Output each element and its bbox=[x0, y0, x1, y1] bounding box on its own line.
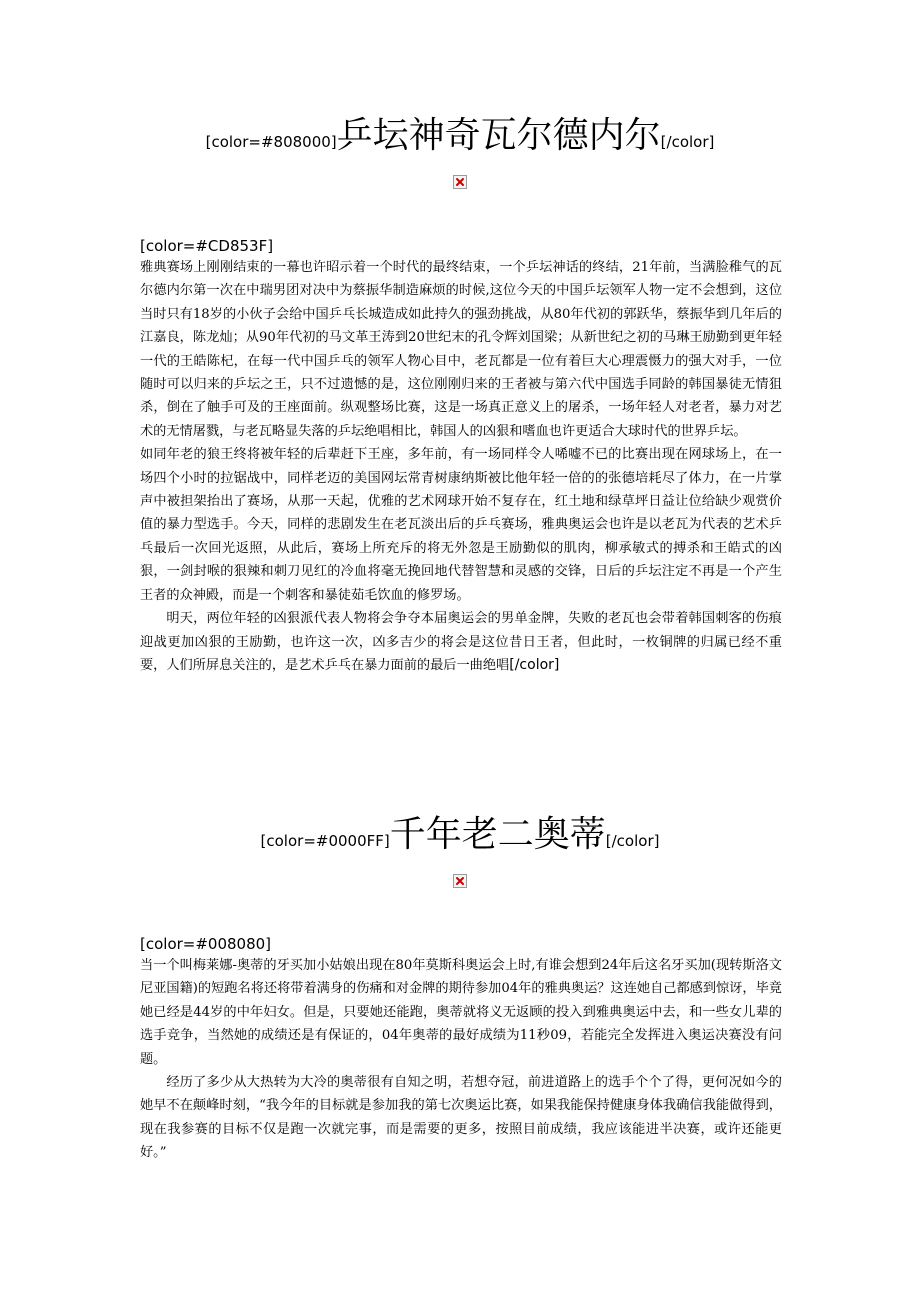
article2-paragraph-2: 经历了多少从大热转为大冷的奥蒂很有自知之明，若想夺冠，前进道路上的选手个个了得，更何况如今的她早不在颠峰时刻，“我今年的目标就是参加我的第七次奥运比赛，如果我能保持健康身体我确信我能做得到，现在我参赛的目标不仅是跑一次就完事，而是需要的更多，按照目前成绩，我应该能进半决赛，或许还能更好。” bbox=[140, 1075, 782, 1161]
article2-body bbox=[140, 934, 782, 1165]
article1-heading bbox=[0, 116, 920, 156]
article1-open-tag: [color=#808000] bbox=[205, 133, 337, 151]
article1-paragraph-3-text: 明天，两位年轻的凶狠派代表人物将会争夺本届奥运会的男单金牌，失败的老瓦也会带着韩国刺客的伤痕迎战更加凶狠的王励勤，也许这一次，凶多吉少的将会是这位昔日王者，但此时，一枚铜牌的归属已经不重要，人们所屏息关注的，是艺术乒乓在暴力面前的最后一曲绝唱 bbox=[140, 611, 782, 673]
article2-paragraph-1: 当一个叫梅莱娜-奥蒂的牙买加小姑娘出现在80年莫斯科奥运会上时,有谁会想到24年后这名牙买加(现转斯洛文尼亚国籍)的短跑名将还将带着满身的伤痛和对金牌的期待参加04年的雅典奥运？这连她自己都感到惊讶，毕竟她已经是44岁的中年妇女。但是，只要她还能跑，奥蒂就将义无返顾的投入到雅典奥运中去，和一些女儿辈的选手竞争，当然她的成绩还是有保证的，04年奥蒂的最好成绩为11秒09，若能完全发挥进入奥运决赛没有问题。 bbox=[140, 958, 782, 1067]
article1-body-close-tag: [/color] bbox=[509, 656, 560, 673]
article1-paragraph-1: 雅典赛场上刚刚结束的一幕也许昭示着一个时代的最终结束，一个乒坛神话的终结，21年前，当满脸稚气的瓦尔德内尔第一次在中瑞男团对决中为蔡振华制造麻烦的时候,这位今天的中国乒坛领军人物一定不会想到，这位当时只有18岁的小伙子会给中国乒乓长城造成如此持久的强劲挑战，从80年代初的郭跃华，蔡振华到几年后的江嘉良，陈龙灿；从90年代初的马文革王涛到20世纪末的孔令辉刘国梁；从新世纪之初的马琳王励勤到更年轻一代的王皓陈杞，在每一代中国乒乓的领军人物心目中，老瓦都是一位有着巨大心理震慑力的强大对手，一位随时可以归来的乒坛之王，只不过遗憾的是，这位刚刚归来的王者被与第六代中国选手同龄的韩国暴徒无情狙杀，倒在了触手可及的王座面前。纵观整场比赛，这是一场真正意义上的屠杀，一场年轻人对老者，暴力对艺术的无情屠戮，与老瓦略显失落的乒坛绝唱相比，韩国人的凶狠和嗜血也许更适合大球时代的世界乒坛。 bbox=[140, 260, 782, 439]
article1-paragraph-3 bbox=[140, 607, 782, 677]
article1-body-open-tag: [color=#CD853F] bbox=[140, 237, 274, 255]
broken-image-icon bbox=[453, 874, 467, 888]
article2-title: 千年老二奥蒂 bbox=[389, 814, 606, 855]
article2-close-tag: [/color] bbox=[605, 832, 660, 850]
article1-body bbox=[140, 236, 782, 677]
article1-title: 乒坛神奇瓦尔德内尔 bbox=[336, 115, 661, 156]
article2-body-open-tag: [color=#008080] bbox=[140, 935, 272, 953]
article2-heading bbox=[0, 815, 920, 855]
broken-image-icon bbox=[453, 175, 467, 189]
article2-open-tag: [color=#0000FF] bbox=[260, 832, 390, 850]
article1-close-tag: [/color] bbox=[660, 133, 715, 151]
article1-paragraph-2: 如同年老的狼王终将被年轻的后辈赶下王座，多年前，有一场同样令人唏嘘不已的比赛出现在网球场上，在一场四个小时的拉锯战中，同样老迈的美国网坛常青树康纳斯被比他年轻一倍的的张德培耗尽了体力，在一片掌声中被担架抬出了赛场，从那一天起，优雅的艺术网球开始不复存在，红土地和绿草坪日益让位给缺少观赏价值的暴力型选手。今天，同样的悲剧发生在老瓦淡出后的乒乓赛场，雅典奥运会也许是以老瓦为代表的艺术乒乓最后一次回光返照，从此后，赛场上所充斥的将无外忽是王励勤似的肌肉，柳承敏式的搏杀和王皓式的凶狠，一剑封喉的狠辣和刺刀见红的冷血将毫无挽回地代替智慧和灵感的交锋，日后的乒坛注定不再是一个产生王者的众神殿，而是一个刺客和暴徒茹毛饮血的修罗场。 bbox=[140, 447, 782, 603]
